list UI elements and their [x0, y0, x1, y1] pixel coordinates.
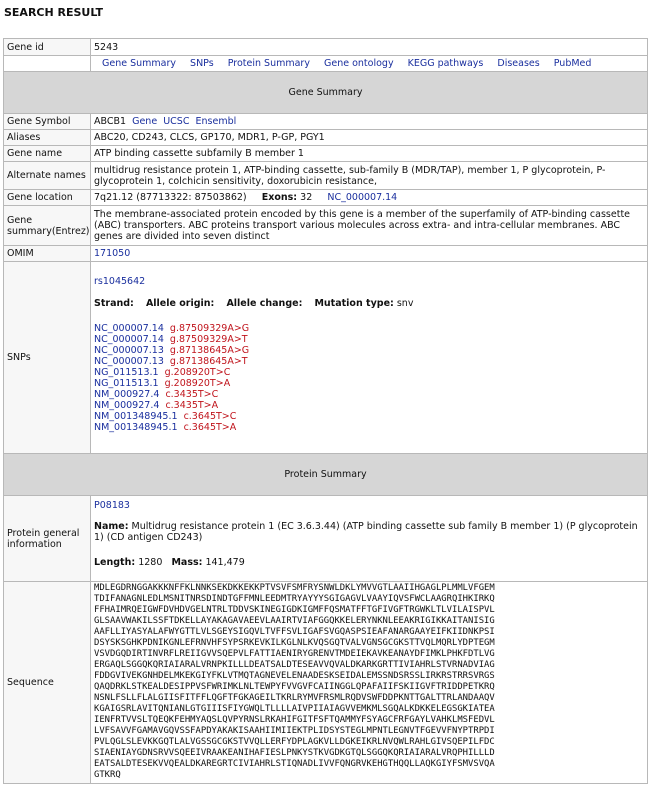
sequence-line: EATSALDTESEKVVQEALDKAREGRTCIVIAHRLSTIQNADLIVVFQNGRVKEHGTHQQLLAQKGIYFSMVSVQA [94, 759, 495, 769]
protein-name [94, 521, 644, 543]
result-table [3, 38, 648, 784]
sequence-line: IENFRTVVSLTQEQKFEHMYAQSLQVPYRNSLRKAHIFGITFSFTQAMMYFSYAGCFRFGAYLVAHKLMSFEDVL [94, 715, 495, 725]
sequence-line: GLSAAVWAKILSSFTDKELLAYAKAGAVAEEVLAAIRTVIAFGGQKKELERYNKNLEEAKRIGIKKAITANISIG [94, 616, 495, 626]
variant-item [94, 323, 644, 334]
snps-cell [91, 262, 648, 454]
nav-gene-summary[interactable]: Gene Summary [102, 58, 177, 69]
nav-pubmed[interactable]: PubMed [553, 58, 592, 69]
sequence-label: Sequence [4, 582, 91, 784]
variant-change: c.3645T>A [183, 422, 237, 433]
variant-list [94, 323, 644, 433]
nav-protein-summary[interactable]: Protein Summary [227, 58, 310, 69]
variant-accession-link[interactable]: NC_000007.14 [94, 334, 164, 345]
variant-item [94, 345, 644, 356]
length-label: Length: [94, 557, 136, 568]
variant-change: g.87509329A>T [169, 334, 248, 345]
variant-accession-link[interactable]: NM_001348945.1 [94, 411, 178, 422]
omim-label: OMIM [4, 246, 91, 262]
length-value: 1280 [138, 557, 163, 568]
gene-id-value: 5243 [91, 39, 648, 56]
sequence-block [91, 582, 648, 784]
sequence-line: KGAIGSRLAVITQNIANLGTGIIISFIYGWQLTLLLLAIVPIIAIAGVVEMKMLSGQALKDKKELEGSGKIATEA [94, 704, 495, 714]
variant-change: c.3645T>C [183, 411, 237, 422]
sequence-line: DSYSKSGHKPDNIKGNLEFRNVHFSYPSRKEVKILKGLNLKVQSGQTVALVGNSGCGKSTTVQLMQRLYDPTEGM [94, 638, 495, 648]
variant-change: g.87138645A>G [169, 345, 250, 356]
sequence-line: TDIFANAGNLEDLMSNITNRSDINDTGFFMNLEEDMTRYAYYYSGIGAGVLVAAYIQVSFWCLAAGRQIHKIRKQ [94, 594, 495, 604]
gene-symbol-cell [91, 114, 648, 130]
gene-id-label: Gene id [4, 39, 91, 56]
sequence-line: SIAENIAYGDNSRVVSQEEIVRAAKEANIHAFIESLPNKYSTKVGDKGTQLSGGQKQRIAIARALVRQPHILLLD [94, 748, 495, 758]
variant-change: c.3435T>A [165, 400, 219, 411]
variant-item [94, 367, 644, 378]
variant-accession-link[interactable]: NM_001348945.1 [94, 422, 178, 433]
variant-accession-link[interactable]: NM_000927.4 [94, 400, 160, 411]
variant-item [94, 378, 644, 389]
nav-snps[interactable]: SNPs [190, 58, 214, 69]
sequence-line: QAQDRKLSTKEALDESIPPVSFWRIMKLNLTEWPYFVVGVFCAIINGGLQPAFAIIFSKIIGVFTRIDDPETKRQ [94, 682, 495, 692]
section-nav [91, 56, 648, 72]
mass-label: Mass: [171, 557, 203, 568]
variant-item [94, 334, 644, 345]
page-title: SEARCH RESULT [4, 6, 104, 19]
protein-info-cell [91, 496, 648, 582]
nav-diseases[interactable]: Diseases [497, 58, 540, 69]
gene-name-label: Gene name [4, 146, 91, 162]
variant-change: g.87138645A>T [169, 356, 248, 367]
sequence-line: VSVDGQDIRTINVRFLREIIGVVSQEPVLFATTIAENIRYGRENVTMDEIEKAVKEANAYDFIMKLPHKFDTLVG [94, 649, 495, 659]
gene-summary-value: The membrane-associated protein encoded by this gene is a member of the superfamily of ATP-binding cassette (ABC) transporters. ABC proteins transport various molecules across extra- and intra-cellular membranes. ABC genes are divided into seven distinct [91, 206, 648, 246]
mutation-type-value: snv [396, 298, 414, 309]
variant-change: c.3435T>C [165, 389, 219, 400]
allele-change-label: Allele change: [226, 298, 303, 309]
sequence-line: PVLQGLSLEVKKGQTLALVGSSGCGKSTVVQLLERFYDPLAGKVLLDGKEIKRLNVQWLRAHLGIVSQEPILFDC [94, 737, 495, 747]
gene-symbol-label: Gene Symbol [4, 114, 91, 130]
variant-change: g.208920T>A [164, 378, 231, 389]
sequence-line: LVFSAVVFGAMAVGQVSSFAPDYAKAKISAAHIIMIIEKTPLIDSYSTEGLMPNTLEGNVTFGEVVFNYPTRPDI [94, 726, 495, 736]
sequence-line: FFHAIMRQEIGWFDVHDVGELNTRLTDDVSKINEGIGDKIGMFFQSMATFFTGFIVGFTRGWKLTLVILAISPVL [94, 605, 495, 615]
variant-accession-link[interactable]: NG_011513.1 [94, 367, 159, 378]
nav-gene-ontology[interactable]: Gene ontology [324, 58, 394, 69]
sequence-line: NSNLFSLLFLALGIISFITFFLQGFTFGKAGEILTKRLRYMVFRSMLRQDVSWFDDPKNTTGALTTRLANDAAQV [94, 693, 495, 703]
protein-general-label: Protein general information [4, 496, 91, 582]
alternate-names-label: Alternate names [4, 162, 91, 190]
nav-kegg-pathways[interactable]: KEGG pathways [407, 58, 484, 69]
gene-symbol: ABCB1 [94, 116, 127, 127]
sequence-line: GTKRQ [94, 770, 121, 780]
gene-link[interactable]: Gene [132, 116, 158, 127]
location-accession-link[interactable]: NC_000007.14 [327, 192, 398, 203]
variant-item [94, 422, 644, 433]
snps-label: SNPs [4, 262, 91, 454]
variant-accession-link[interactable]: NC_000007.13 [94, 356, 164, 367]
sequence-line: ERGAQLSGGQKQRIAIARALVRNPKILLLDEATSALDTESEAVVQVALDKARKGRTTIVIAHRLSTVRNADVIAG [94, 660, 495, 670]
alternate-names-value: multidrug resistance protein 1, ATP-binding cassette, sub-family B (MDR/TAP), member 1, P glycoprotein, P-glycoprotein 1, colchicin sensitivity, doxorubicin resistance, [91, 162, 648, 190]
gene-location-value: 7q21.12 (87713322: 87503862) [94, 192, 247, 203]
variant-change: g.208920T>C [164, 367, 231, 378]
gene-location-cell [91, 190, 648, 206]
protein-summary-header: Protein Summary [4, 454, 648, 496]
variant-accession-link[interactable]: NM_000927.4 [94, 389, 160, 400]
variant-item [94, 389, 644, 400]
aliases-value: ABC20, CD243, CLCS, GP170, MDR1, P-GP, PGY1 [91, 130, 648, 146]
variant-item [94, 400, 644, 411]
strand-label: Strand: [94, 298, 134, 309]
variant-accession-link[interactable]: NG_011513.1 [94, 378, 159, 389]
variant-item [94, 356, 644, 367]
variant-accession-link[interactable]: NC_000007.13 [94, 345, 164, 356]
variant-change: g.87509329A>G [169, 323, 250, 334]
variant-accession-link[interactable]: NC_000007.14 [94, 323, 164, 334]
snp-attributes [94, 298, 644, 309]
sequence-line: MDLEGDRNGGAKKKNFFKLNNKSEKDKKEKKPTVSVFSMFRYSNWLDKLYMVVGTLAAIIHGAGLPLMMLVFGEM [94, 583, 495, 593]
protein-length-mass [94, 557, 644, 568]
allele-origin-label: Allele origin: [145, 298, 215, 309]
sequence-line: AAFLLIYASYALAFWYGTTLVLSGEYSIGQVLTVFFSVLIGAFSVGQASPSIEAFANARGAAYEIFKIIDNKPSI [94, 627, 495, 637]
rs-link[interactable]: rs1045642 [94, 276, 146, 287]
gene-summary-header: Gene Summary [4, 72, 648, 114]
gene-summary-label: Gene summary(Entrez) [4, 206, 91, 246]
sequence-line: FDDGVIVEKGNHDELMKEKGIYFKLVTMQTAGNEVELENAADESKSEIDALEMSSNDSRSSLIRKRSTRRSVRGS [94, 671, 495, 681]
protein-name-label: Name: [94, 521, 129, 532]
mutation-type-label: Mutation type: [314, 298, 394, 309]
variant-item [94, 411, 644, 422]
ucsc-link[interactable]: UCSC [163, 116, 190, 127]
gene-location-label: Gene location [4, 190, 91, 206]
protein-name-value: Multidrug resistance protein 1 (EC 3.6.3.44) (ATP binding cassette sub family B member 1) (P glycoprotein 1) (CD antigen CD243) [94, 521, 638, 543]
exons-value: 32 [300, 192, 313, 203]
omim-link[interactable]: 171050 [94, 248, 131, 259]
gene-name-value: ATP binding cassette subfamily B member 1 [91, 146, 648, 162]
mass-value: 141,479 [205, 557, 245, 568]
aliases-label: Aliases [4, 130, 91, 146]
uniprot-accession-link[interactable]: P08183 [94, 500, 130, 511]
ensembl-link[interactable]: Ensembl [195, 116, 237, 127]
exons-label: Exons: [261, 192, 298, 203]
